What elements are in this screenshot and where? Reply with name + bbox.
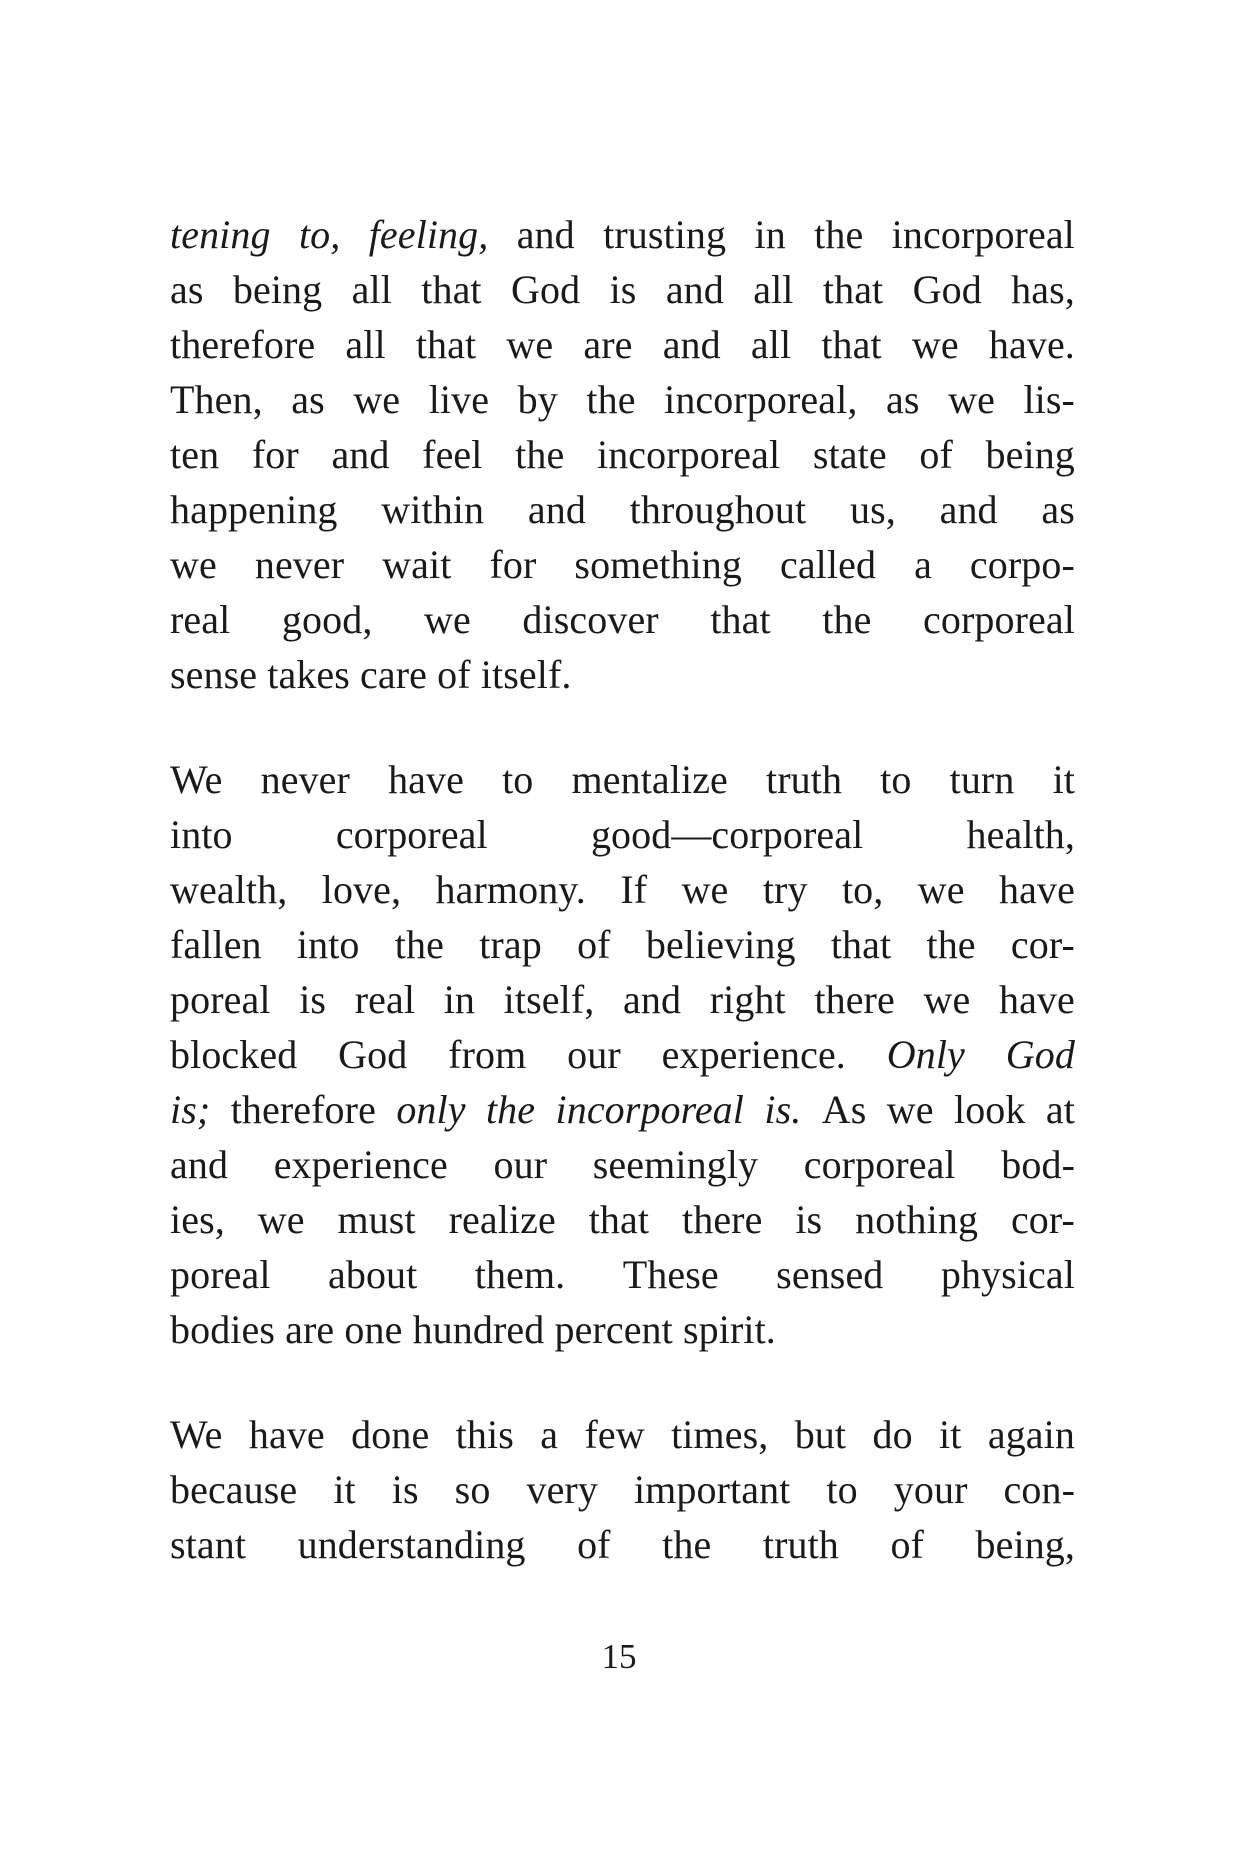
word: right	[709, 977, 786, 1022]
word: real	[354, 977, 416, 1022]
text-line	[170, 807, 1075, 862]
text-line	[170, 1247, 1075, 1302]
text-line	[170, 752, 1075, 807]
word: there	[682, 1197, 763, 1242]
word: only	[396, 1087, 466, 1132]
word: God	[511, 267, 581, 312]
text-line	[170, 1407, 1075, 1462]
word: we	[681, 867, 729, 912]
word: God	[912, 267, 982, 312]
word: believing	[645, 922, 796, 967]
word: truth	[762, 1522, 839, 1567]
word: and	[527, 487, 586, 532]
word: experience	[273, 1142, 448, 1187]
word: therefore	[230, 1087, 376, 1132]
word: have	[998, 977, 1075, 1022]
word: being,	[975, 1522, 1075, 1567]
word: Only	[886, 1032, 965, 1077]
word: our	[567, 1032, 621, 1077]
word: it	[939, 1412, 962, 1457]
word: we	[506, 322, 554, 367]
word: to	[502, 757, 534, 802]
word: there	[814, 977, 895, 1022]
word: harmony.	[435, 867, 586, 912]
word: is	[391, 1467, 419, 1512]
word: state	[812, 432, 887, 477]
word: have.	[988, 322, 1075, 367]
text-line	[170, 1082, 1075, 1137]
word: Then,	[170, 377, 263, 422]
word: God	[1005, 1032, 1075, 1077]
word: being	[985, 432, 1075, 477]
word: as	[886, 377, 920, 422]
word: and	[665, 267, 724, 312]
word: good,	[281, 597, 373, 642]
word: and	[939, 487, 998, 532]
word: corporeal	[923, 597, 1075, 642]
paragraph-3	[170, 1407, 1075, 1572]
word: cor-	[1010, 1197, 1075, 1242]
word: in	[443, 977, 476, 1022]
word: something	[574, 542, 742, 587]
word: of	[437, 652, 471, 697]
paragraph-2	[170, 752, 1075, 1357]
word: the	[926, 922, 976, 967]
text-line	[170, 1517, 1075, 1572]
word: of	[577, 1522, 611, 1567]
word: incorporeal	[596, 432, 781, 477]
word: we	[257, 1197, 305, 1242]
text-line	[170, 592, 1075, 647]
word: real	[170, 597, 231, 642]
text-line	[170, 317, 1075, 372]
word: all	[753, 267, 794, 312]
word: look	[953, 1087, 1026, 1132]
word: and	[170, 1142, 229, 1187]
word: the	[394, 922, 444, 967]
word: realize	[448, 1197, 556, 1242]
word: for	[489, 542, 537, 587]
word: your	[893, 1467, 968, 1512]
text-line	[170, 372, 1075, 427]
word: to	[826, 1467, 858, 1512]
word: wealth,	[170, 867, 288, 912]
word: it	[1052, 757, 1075, 802]
word: percent	[554, 1307, 673, 1352]
text-line	[170, 482, 1075, 537]
word: have	[999, 867, 1075, 912]
word: try	[762, 867, 808, 912]
word: stant	[170, 1522, 247, 1567]
text-line	[170, 1192, 1075, 1247]
word: turn	[949, 757, 1015, 802]
word: We	[170, 757, 223, 802]
word: itself,	[503, 977, 595, 1022]
word: important	[633, 1467, 791, 1512]
word: this	[455, 1412, 514, 1457]
word: that	[421, 267, 482, 312]
word: we	[948, 377, 995, 422]
word: of	[577, 922, 611, 967]
word: we	[353, 377, 401, 422]
word: have	[388, 757, 464, 802]
word: that	[821, 322, 882, 367]
word: times,	[671, 1412, 769, 1457]
word: that	[822, 267, 884, 312]
word: very	[526, 1467, 598, 1512]
word: therefore	[170, 322, 316, 367]
text-line	[170, 427, 1075, 482]
word: to	[880, 757, 912, 802]
word: poreal	[170, 1252, 271, 1297]
word: so	[454, 1467, 491, 1512]
word: happening	[170, 487, 338, 532]
word: corpo-	[969, 542, 1075, 587]
word: in	[754, 212, 786, 257]
word: is	[299, 977, 327, 1022]
word: trap	[479, 922, 542, 967]
word: that	[710, 597, 771, 642]
word: and	[623, 977, 682, 1022]
word: are	[583, 322, 633, 367]
word: nothing	[855, 1197, 979, 1242]
page-number: 15	[601, 1637, 637, 1676]
word: never	[260, 757, 350, 802]
page-text-block	[170, 207, 1075, 1622]
word: ies,	[170, 1197, 225, 1242]
word: throughout	[629, 487, 807, 532]
word: spirit.	[682, 1307, 776, 1352]
word: These	[622, 1252, 719, 1297]
word: God	[338, 1032, 408, 1077]
word: good—corporeal	[590, 812, 864, 857]
word: experience.	[661, 1032, 846, 1077]
word: hundred	[412, 1307, 545, 1352]
word: them.	[474, 1252, 566, 1297]
word: us,	[849, 487, 896, 532]
word: for	[251, 432, 299, 477]
word: of	[919, 432, 953, 477]
word: our	[493, 1142, 548, 1187]
word: we	[424, 597, 471, 642]
word: truth	[766, 757, 843, 802]
word: we	[886, 1087, 934, 1132]
word: few	[584, 1412, 645, 1457]
word: health,	[966, 812, 1075, 857]
text-line	[170, 647, 1075, 702]
word: as	[170, 267, 204, 312]
word: feel	[422, 432, 483, 477]
word: again	[987, 1412, 1075, 1457]
text-line	[170, 972, 1075, 1027]
word: the	[586, 377, 636, 422]
text-line	[170, 1137, 1075, 1192]
word: being	[232, 267, 323, 312]
word: ten	[170, 432, 220, 477]
word: lis-	[1023, 377, 1075, 422]
word: is;	[170, 1087, 211, 1132]
text-line	[170, 1462, 1075, 1517]
word: understanding	[297, 1522, 526, 1567]
word: to,	[298, 212, 341, 257]
word: from	[448, 1032, 527, 1077]
word: feeling,	[368, 212, 489, 257]
word: incorporeal	[891, 212, 1075, 257]
word: physical	[940, 1252, 1075, 1297]
word: one	[344, 1307, 403, 1352]
word: bod-	[1001, 1142, 1075, 1187]
word: that	[588, 1197, 650, 1242]
word: incorporeal,	[664, 377, 858, 422]
word: must	[337, 1197, 416, 1242]
word: the	[814, 212, 864, 257]
word: we	[917, 867, 965, 912]
word: corporeal	[803, 1142, 956, 1187]
word: are	[285, 1307, 335, 1352]
word: and	[516, 212, 575, 257]
word: tening	[170, 212, 271, 257]
word: that	[830, 922, 892, 967]
word: as	[1041, 487, 1075, 532]
word: we	[170, 542, 217, 587]
word: sensed	[776, 1252, 884, 1297]
word: the	[485, 1087, 536, 1132]
word: corporeal	[335, 812, 488, 857]
word: called	[779, 542, 877, 587]
word: cor-	[1010, 922, 1075, 967]
paragraph-1	[170, 207, 1075, 702]
word: as	[291, 377, 325, 422]
word: a	[914, 542, 932, 587]
word: As	[821, 1087, 867, 1132]
word: poreal	[170, 977, 271, 1022]
word: by	[517, 377, 558, 422]
word: we	[923, 977, 971, 1022]
word: the	[515, 432, 565, 477]
word: and	[331, 432, 390, 477]
word: about	[327, 1252, 418, 1297]
word: do	[872, 1412, 913, 1457]
word: the	[662, 1522, 712, 1567]
word: If	[620, 867, 648, 912]
word: the	[822, 597, 872, 642]
word: takes	[267, 652, 350, 697]
word: is	[795, 1197, 823, 1242]
word: is	[609, 267, 637, 312]
word: wait	[382, 542, 452, 587]
word: seemingly	[592, 1142, 759, 1187]
word: trusting	[603, 212, 727, 257]
word: into	[296, 922, 360, 967]
word: that	[415, 322, 477, 367]
text-line	[170, 207, 1075, 262]
word: care	[360, 652, 428, 697]
word: we	[911, 322, 959, 367]
word: mentalize	[571, 757, 728, 802]
word: itself.	[480, 652, 572, 697]
word: all	[351, 267, 392, 312]
word: it	[333, 1467, 356, 1512]
word: bodies	[170, 1307, 276, 1352]
word: sense	[170, 652, 258, 697]
text-line	[170, 1027, 1075, 1082]
word: live	[428, 377, 490, 422]
text-line	[170, 917, 1075, 972]
text-line	[170, 262, 1075, 317]
word: incorporeal	[555, 1087, 744, 1132]
word: con-	[1003, 1467, 1075, 1512]
word: love,	[321, 867, 402, 912]
word: We	[170, 1412, 223, 1457]
word: at	[1045, 1087, 1075, 1132]
word: within	[381, 487, 485, 532]
word: into	[170, 812, 233, 857]
text-line	[170, 862, 1075, 917]
word: has,	[1011, 267, 1075, 312]
word: all	[750, 322, 792, 367]
word: discover	[522, 597, 659, 642]
word: done	[351, 1412, 430, 1457]
text-line	[170, 1302, 1075, 1357]
word: fallen	[170, 922, 262, 967]
word: and	[662, 322, 721, 367]
word: but	[794, 1412, 847, 1457]
word: have	[248, 1412, 325, 1457]
text-line	[170, 537, 1075, 592]
word: never	[254, 542, 345, 587]
word: is.	[764, 1087, 802, 1132]
word: all	[345, 322, 386, 367]
word: to,	[841, 867, 884, 912]
word: a	[540, 1412, 559, 1457]
word: because	[170, 1467, 298, 1512]
word: blocked	[170, 1032, 298, 1077]
word: of	[890, 1522, 924, 1567]
